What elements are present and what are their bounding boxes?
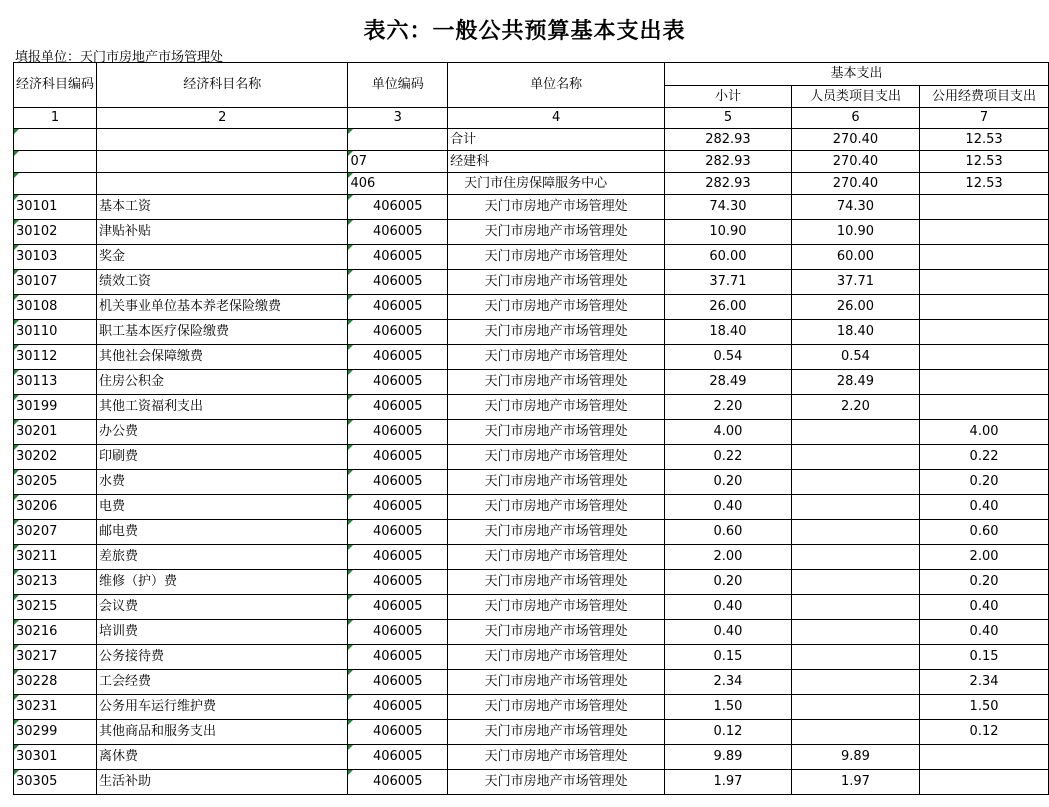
econ-name-cell: 生活补助 [97,770,348,795]
public-cell [920,195,1049,220]
subtotal-cell: 2.20 [665,395,792,420]
econ-name-cell [97,151,348,173]
subtotal-cell: 282.93 [665,173,792,195]
personnel-cell [791,570,919,595]
econ-name-cell [97,173,348,195]
public-cell: 2.00 [920,545,1049,570]
subtotal-cell: 2.00 [665,545,792,570]
header-unit-name: 单位名称 [448,63,665,108]
table-row [14,495,1049,520]
econ-code-cell: 30112 [14,345,97,370]
unit-code-cell: 406005 [348,320,448,345]
col-number: 3 [348,108,448,129]
public-cell: 4.00 [920,420,1049,445]
personnel-cell: 28.49 [791,370,919,395]
unit-code-cell: 406005 [348,345,448,370]
subtotal-cell: 0.40 [665,495,792,520]
unit-name-cell: 天门市房地产市场管理处 [448,245,665,270]
econ-name-cell: 离休费 [97,745,348,770]
unit-code-cell: 406005 [348,720,448,745]
table-row [14,620,1049,645]
econ-code-cell: 30113 [14,370,97,395]
unit-name-cell: 天门市房地产市场管理处 [448,570,665,595]
econ-code-cell: 30299 [14,720,97,745]
econ-name-cell: 维修（护）费 [97,570,348,595]
unit-name-cell: 天门市房地产市场管理处 [448,745,665,770]
unit-name-cell: 天门市房地产市场管理处 [448,370,665,395]
subtotal-cell: 0.20 [665,570,792,595]
table-row [14,745,1049,770]
col-number: 4 [448,108,665,129]
unit-code-cell: 406005 [348,570,448,595]
subtotal-cell: 2.34 [665,670,792,695]
econ-name-cell: 职工基本医疗保险缴费 [97,320,348,345]
header-public: 公用经费项目支出 [920,86,1049,108]
subtotal-cell: 4.00 [665,420,792,445]
personnel-cell: 270.40 [791,151,919,173]
unit-name-cell: 合计 [448,129,665,151]
public-cell [920,295,1049,320]
unit-name-cell: 天门市房地产市场管理处 [448,470,665,495]
subtotal-cell: 282.93 [665,129,792,151]
econ-code-cell: 30217 [14,645,97,670]
econ-code-cell: 30201 [14,420,97,445]
public-cell: 12.53 [920,129,1049,151]
econ-name-cell: 公务接待费 [97,645,348,670]
econ-name-cell: 其他社会保障缴费 [97,345,348,370]
personnel-cell: 74.30 [791,195,919,220]
econ-name-cell: 绩效工资 [97,270,348,295]
subtotal-cell: 0.20 [665,470,792,495]
subtotal-cell: 0.22 [665,445,792,470]
unit-name-cell: 天门市房地产市场管理处 [448,670,665,695]
budget-table [13,62,1049,795]
personnel-cell [791,695,919,720]
econ-name-cell: 差旅费 [97,545,348,570]
header-personnel: 人员类项目支出 [791,86,919,108]
econ-name-cell: 住房公积金 [97,370,348,395]
unit-name-cell: 天门市房地产市场管理处 [448,195,665,220]
econ-code-cell: 30305 [14,770,97,795]
econ-name-cell: 培训费 [97,620,348,645]
unit-code-cell: 07 [348,151,448,173]
unit-code-cell: 406005 [348,195,448,220]
table-row [14,770,1049,795]
subtotal-cell: 37.71 [665,270,792,295]
econ-code-cell [14,173,97,195]
econ-name-cell: 印刷费 [97,445,348,470]
econ-name-cell: 其他工资福利支出 [97,395,348,420]
unit-name-cell: 天门市房地产市场管理处 [448,595,665,620]
public-cell: 0.40 [920,495,1049,520]
unit-code-cell: 406005 [348,520,448,545]
unit-name-cell: 天门市房地产市场管理处 [448,320,665,345]
econ-code-cell: 30228 [14,670,97,695]
econ-code-cell: 30202 [14,445,97,470]
unit-name-cell: 天门市房地产市场管理处 [448,270,665,295]
table-row [14,345,1049,370]
unit-code-cell [348,129,448,151]
econ-name-cell [97,129,348,151]
unit-code-cell: 406005 [348,545,448,570]
econ-code-cell: 30213 [14,570,97,595]
econ-code-cell: 30110 [14,320,97,345]
unit-code-cell: 406005 [348,670,448,695]
public-cell: 12.53 [920,151,1049,173]
personnel-cell: 2.20 [791,395,919,420]
econ-name-cell: 水费 [97,470,348,495]
public-cell: 1.50 [920,695,1049,720]
unit-name-cell: 天门市房地产市场管理处 [448,420,665,445]
table-row [14,420,1049,445]
public-cell [920,395,1049,420]
unit-name-cell: 经建科 [448,151,665,173]
public-cell: 0.12 [920,720,1049,745]
unit-code-cell: 406005 [348,445,448,470]
subtotal-cell: 282.93 [665,151,792,173]
unit-name-cell: 天门市房地产市场管理处 [448,545,665,570]
personnel-cell [791,445,919,470]
unit-code-cell: 406005 [348,745,448,770]
unit-code-cell: 406005 [348,295,448,320]
unit-code-cell: 406005 [348,220,448,245]
subtotal-cell: 74.30 [665,195,792,220]
unit-name-cell: 天门市房地产市场管理处 [448,295,665,320]
table-row [14,320,1049,345]
unit-name-cell: 天门市房地产市场管理处 [448,720,665,745]
page-title: 表六：一般公共预算基本支出表 [363,19,686,44]
public-cell [920,320,1049,345]
econ-code-cell: 30101 [14,195,97,220]
subtotal-cell: 28.49 [665,370,792,395]
subtotal-cell: 0.60 [665,520,792,545]
unit-name-cell: 天门市房地产市场管理处 [448,495,665,520]
unit-name-cell: 天门市房地产市场管理处 [448,770,665,795]
unit-code-cell: 406005 [348,420,448,445]
econ-code-cell: 30216 [14,620,97,645]
econ-code-cell: 30103 [14,245,97,270]
personnel-cell: 10.90 [791,220,919,245]
econ-name-cell: 机关事业单位基本养老保险缴费 [97,295,348,320]
table-row [14,295,1049,320]
public-cell: 0.22 [920,445,1049,470]
unit-name-cell: 天门市房地产市场管理处 [448,620,665,645]
table-row [14,595,1049,620]
public-cell: 0.20 [920,570,1049,595]
personnel-cell [791,620,919,645]
unit-name-cell: 天门市房地产市场管理处 [448,645,665,670]
personnel-cell: 18.40 [791,320,919,345]
unit-code-cell: 406005 [348,620,448,645]
personnel-cell [791,420,919,445]
econ-name-cell: 基本工资 [97,195,348,220]
econ-code-cell: 30206 [14,495,97,520]
table-row [14,195,1049,220]
econ-code-cell: 30102 [14,220,97,245]
table-row [14,545,1049,570]
unit-code-cell: 406005 [348,495,448,520]
personnel-cell: 60.00 [791,245,919,270]
header-econ-code: 经济科目编码 [14,63,97,108]
table-row [14,395,1049,420]
econ-name-cell: 邮电费 [97,520,348,545]
econ-name-cell: 会议费 [97,595,348,620]
unit-code-cell: 406 [348,173,448,195]
personnel-cell: 37.71 [791,270,919,295]
unit-name-cell: 天门市房地产市场管理处 [448,345,665,370]
personnel-cell: 270.40 [791,173,919,195]
personnel-cell: 26.00 [791,295,919,320]
col-number: 5 [665,108,792,129]
econ-name-cell: 电费 [97,495,348,520]
personnel-cell: 1.97 [791,770,919,795]
personnel-cell: 0.54 [791,345,919,370]
unit-name-cell: 天门市房地产市场管理处 [448,220,665,245]
econ-code-cell: 30107 [14,270,97,295]
personnel-cell [791,520,919,545]
econ-code-cell: 30215 [14,595,97,620]
econ-code-cell: 30205 [14,470,97,495]
econ-code-cell [14,129,97,151]
table-row [14,445,1049,470]
personnel-cell [791,720,919,745]
table-row [14,570,1049,595]
public-cell [920,245,1049,270]
public-cell: 0.15 [920,645,1049,670]
subtotal-cell: 1.50 [665,695,792,720]
unit-code-cell: 406005 [348,395,448,420]
public-cell [920,220,1049,245]
econ-code-cell: 30108 [14,295,97,320]
public-cell [920,745,1049,770]
public-cell: 0.40 [920,620,1049,645]
reporting-unit-label: 填报单位：天门市房地产市场管理处 [15,50,224,65]
unit-code-cell: 406005 [348,645,448,670]
summary-row [14,173,1049,195]
table-row [14,670,1049,695]
econ-code-cell: 30199 [14,395,97,420]
public-cell [920,270,1049,295]
header-econ-name: 经济科目名称 [97,63,348,108]
column-number-row [14,108,1049,129]
public-cell [920,370,1049,395]
public-cell: 0.40 [920,595,1049,620]
summary-row [14,129,1049,151]
personnel-cell [791,470,919,495]
personnel-cell [791,595,919,620]
econ-code-cell: 30231 [14,695,97,720]
table-row [14,220,1049,245]
unit-name-cell: 天门市房地产市场管理处 [448,695,665,720]
header-basic-expenditure: 基本支出 [665,63,1049,86]
subtotal-cell: 0.54 [665,345,792,370]
table-row [14,520,1049,545]
subtotal-cell: 0.40 [665,595,792,620]
unit-code-cell: 406005 [348,270,448,295]
unit-name-cell: 天门市住房保障服务中心 [448,173,665,195]
header-subtotal: 小计 [665,86,792,108]
econ-code-cell: 30211 [14,545,97,570]
subtotal-cell: 1.97 [665,770,792,795]
unit-code-cell: 406005 [348,595,448,620]
col-number: 6 [791,108,919,129]
table-row [14,695,1049,720]
personnel-cell [791,495,919,520]
econ-name-cell: 奖金 [97,245,348,270]
col-number: 1 [14,108,97,129]
subtotal-cell: 18.40 [665,320,792,345]
personnel-cell [791,545,919,570]
personnel-cell: 9.89 [791,745,919,770]
subtotal-cell: 26.00 [665,295,792,320]
econ-code-cell: 30301 [14,745,97,770]
unit-code-cell: 406005 [348,695,448,720]
table-row [14,270,1049,295]
unit-code-cell: 406005 [348,470,448,495]
econ-code-cell [14,151,97,173]
subtotal-cell: 0.15 [665,645,792,670]
subtotal-cell: 9.89 [665,745,792,770]
table-row [14,720,1049,745]
col-number: 7 [920,108,1049,129]
econ-name-cell: 其他商品和服务支出 [97,720,348,745]
unit-name-cell: 天门市房地产市场管理处 [448,520,665,545]
econ-name-cell: 公务用车运行维护费 [97,695,348,720]
public-cell: 0.60 [920,520,1049,545]
col-number: 2 [97,108,348,129]
header-unit-code: 单位编码 [348,63,448,108]
table-row [14,470,1049,495]
unit-code-cell: 406005 [348,245,448,270]
public-cell: 12.53 [920,173,1049,195]
unit-code-cell: 406005 [348,370,448,395]
econ-name-cell: 办公费 [97,420,348,445]
econ-code-cell: 30207 [14,520,97,545]
public-cell: 0.20 [920,470,1049,495]
unit-name-cell: 天门市房地产市场管理处 [448,395,665,420]
personnel-cell [791,645,919,670]
unit-name-cell: 天门市房地产市场管理处 [448,445,665,470]
subtotal-cell: 0.40 [665,620,792,645]
subtotal-cell: 10.90 [665,220,792,245]
table-row [14,245,1049,270]
econ-name-cell: 工会经费 [97,670,348,695]
econ-name-cell: 津贴补贴 [97,220,348,245]
public-cell: 2.34 [920,670,1049,695]
table-row [14,370,1049,395]
personnel-cell: 270.40 [791,129,919,151]
unit-code-cell: 406005 [348,770,448,795]
table-row [14,645,1049,670]
personnel-cell [791,670,919,695]
public-cell [920,770,1049,795]
subtotal-cell: 0.12 [665,720,792,745]
public-cell [920,345,1049,370]
summary-row [14,151,1049,173]
subtotal-cell: 60.00 [665,245,792,270]
